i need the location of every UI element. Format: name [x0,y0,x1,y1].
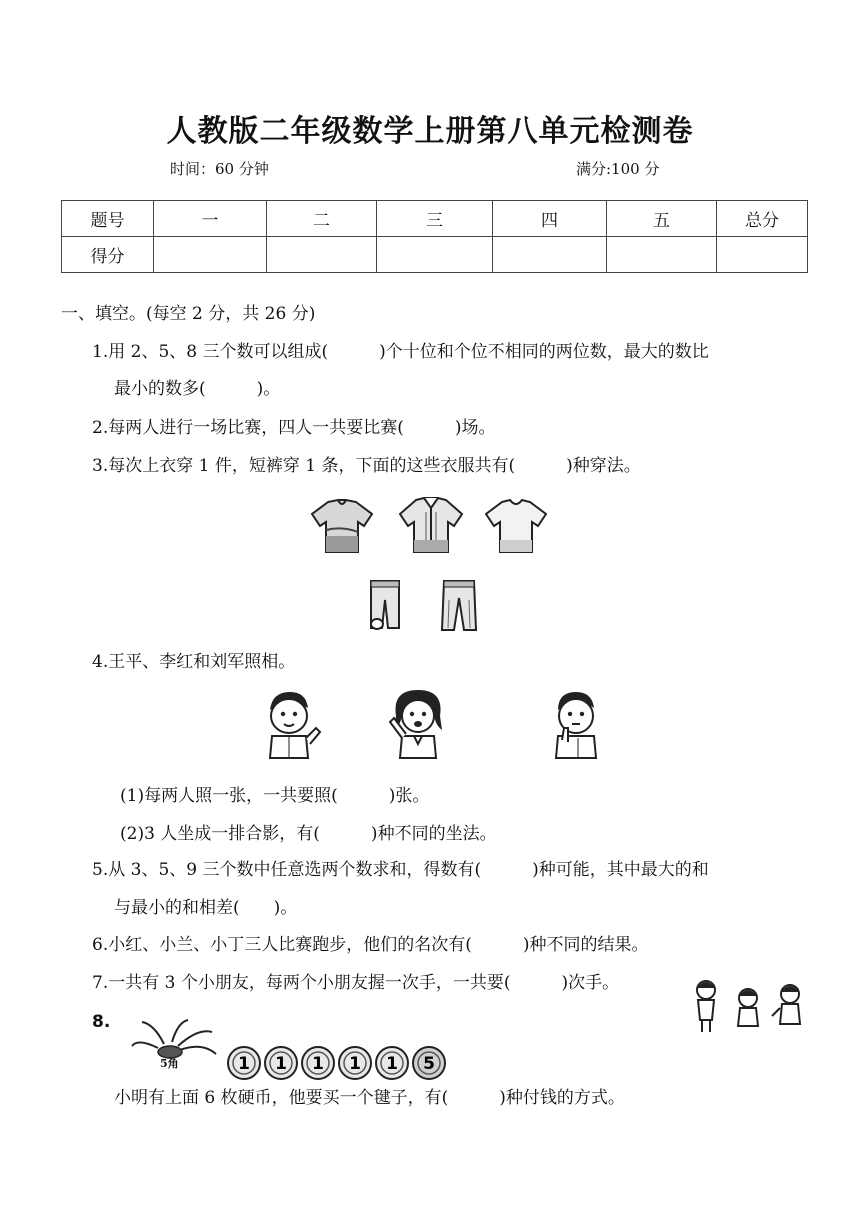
question-2: 2.每两人进行一场比赛，四人一共要比赛( )场。 [92,418,496,438]
row-label: 得分 [62,237,154,273]
shorts-1-icon [368,578,402,632]
score-cell[interactable] [607,237,717,273]
coin-value: 5 [423,1054,435,1074]
header-cell: 总分 [717,201,808,237]
shirt-1-icon [310,496,374,556]
header-cell: 五 [607,201,717,237]
question-7: 7.一共有 3 个小朋友，每两个小朋友握一次手，一共要( )次手。 [92,973,620,993]
coin-value: 1 [238,1054,250,1074]
coin-value: 1 [275,1054,287,1074]
coin-value: 1 [386,1054,398,1074]
question-4-1: (1)每两人照一张，一共要照( )张。 [120,786,430,806]
question-4-2: (2)3 人坐成一排合影，有( )种不同的坐法。 [120,824,497,844]
question-8: 小明有上面 6 枚硬币，他要买一个毽子，有( )种付钱的方式。 [114,1088,625,1108]
score-cell[interactable] [493,237,607,273]
score-cell[interactable] [377,237,493,273]
page-title: 人教版二年级数学上册第八单元检测卷 [166,114,694,149]
coin-icon [302,1047,334,1079]
score-cell[interactable] [154,237,267,273]
boy-2-icon [548,688,604,760]
question-5: 5.从 3、5、9 三个数中任意选两个数求和，得数有( )种可能，其中最大的和 [92,860,709,880]
shuttlecock-icon [128,1018,220,1060]
question-6: 6.小红、小兰、小丁三人比赛跑步，他们的名次有( )种不同的结果。 [92,935,649,955]
score-cell[interactable] [717,237,808,273]
coin-value: 1 [349,1054,361,1074]
full-score: 满分:100 分 [576,160,660,178]
shirt-2-icon [398,494,464,556]
header-cell: 一 [154,201,267,237]
section-heading: 一、填空。(每空 2 分，共 26 分) [61,304,316,324]
question-1-cont: 最小的数多( )。 [114,379,281,399]
time-limit: 时间：60 分钟 [170,160,269,178]
tshirt-icon [484,498,548,556]
coin-icon [339,1047,371,1079]
question-3: 3.每次上衣穿 1 件，短裤穿 1 条，下面的这些衣服共有( )种穿法。 [92,456,641,476]
table-header-row [62,201,808,237]
girl-icon [384,686,452,760]
coin-row [226,1045,458,1081]
question-8-number: 8. [92,1012,111,1032]
three-kids-icon [692,978,812,1036]
coin-value: 1 [312,1054,324,1074]
trousers-icon [440,578,478,634]
boy-1-icon [258,688,322,760]
question-4: 4.王平、李红和刘军照相。 [92,652,296,672]
question-5-cont: 与最小的和相差( )。 [114,898,298,918]
score-cell[interactable] [267,237,377,273]
header-cell: 四 [493,201,607,237]
coin-icon [413,1047,445,1079]
score-table [61,200,808,273]
score-row [62,237,808,273]
header-cell: 题号 [62,201,154,237]
coin-icon [265,1047,297,1079]
question-1: 1.用 2、5、8 三个数可以组成( )个十位和个位不相同的两位数，最大的数比 [92,342,709,362]
coin-icon [228,1047,260,1079]
header-cell: 三 [377,201,493,237]
header-cell: 二 [267,201,377,237]
shuttlecock-price: 5角 [160,1057,179,1070]
coin-icon [376,1047,408,1079]
